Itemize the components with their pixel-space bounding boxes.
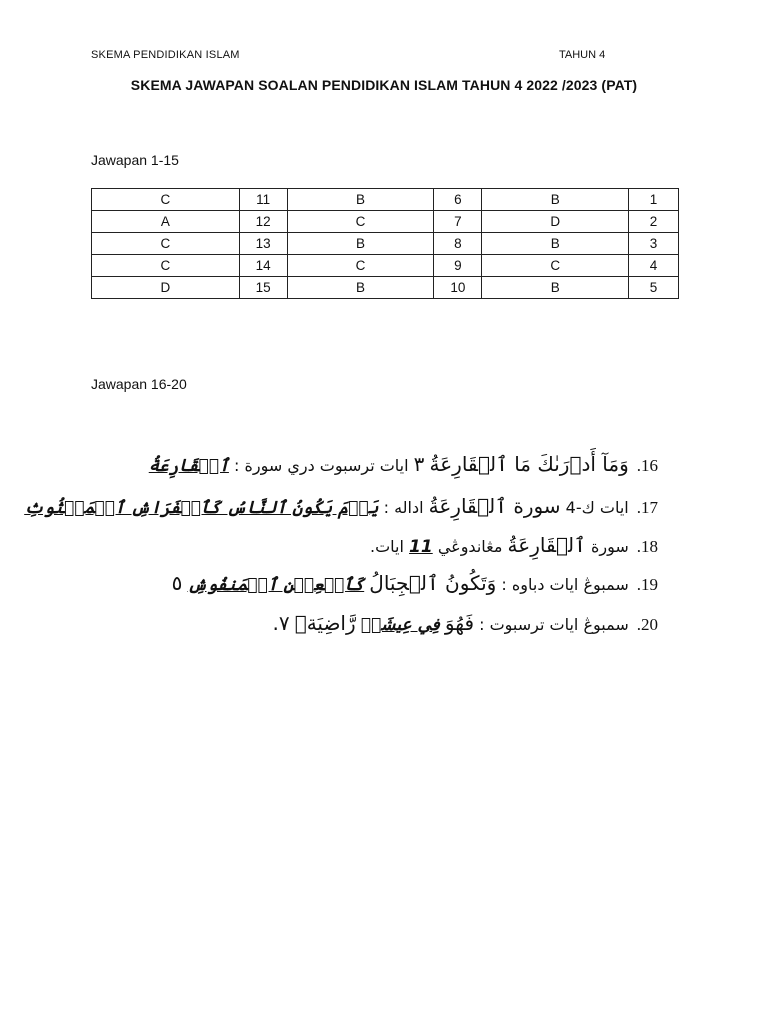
jawi-text: سمبوڠ ايات دباوه : xyxy=(501,575,629,594)
question-number-cell: 13 xyxy=(239,233,287,255)
answer-cell: A xyxy=(92,211,240,233)
answer-text-16 xyxy=(149,452,629,476)
section-label-1-15: Jawapan 1-15 xyxy=(91,152,179,168)
jawi-text: ايات. xyxy=(370,537,404,556)
table-row xyxy=(92,189,679,211)
answer-text-18 xyxy=(370,533,629,557)
answer-table xyxy=(91,188,679,299)
answer-highlight: ٱلۡقَارِعَةُ xyxy=(148,456,229,476)
quran-verse: فَهُوَ xyxy=(444,611,475,635)
answer-cell: D xyxy=(482,211,629,233)
question-number-cell: 7 xyxy=(434,211,482,233)
question-number-cell: 2 xyxy=(629,211,679,233)
question-number-cell: 8 xyxy=(434,233,482,255)
verse-number: ٣ xyxy=(413,452,425,476)
answer-cell: C xyxy=(287,211,434,233)
question-number-cell: 10 xyxy=(434,277,482,299)
answer-highlight: كَٱلۡعِهۡنِ ٱلۡمَنفُوشِ xyxy=(187,575,365,595)
answer-line-20 xyxy=(100,611,658,635)
answer-highlight: يَوۡمَ يَكُونُ ٱلنَّاسُ كَٱلۡفَرَاشِ ٱلۡمَبۡثُوثِ xyxy=(24,498,379,518)
question-number-cell: 12 xyxy=(239,211,287,233)
answer-cell: B xyxy=(482,189,629,211)
quran-verse: وَتَكُونُ ٱلۡجِبَالُ xyxy=(369,571,497,595)
header-year: TAHUN 4 xyxy=(559,49,606,61)
answer-cell: B xyxy=(287,233,434,255)
table-row xyxy=(92,211,679,233)
question-number-cell: 15 xyxy=(239,277,287,299)
question-number: .17 xyxy=(636,498,658,517)
section-label-16-20: Jawapan 16-20 xyxy=(91,376,187,392)
quran-verse: وَمَآ أَدۡرَىٰكَ مَا ٱلۡقَارِعَةُ xyxy=(429,452,629,476)
surah-name: سورة ٱلۡقَارِعَةُ xyxy=(428,494,561,518)
question-number-cell: 9 xyxy=(434,255,482,277)
surah-name: ٱلۡقَارِعَةُ xyxy=(507,533,586,557)
jawi-text: ايات ترسبوت دري سورة : xyxy=(234,456,409,475)
verse-number: ٧. xyxy=(272,611,290,635)
question-number: .18 xyxy=(636,537,658,556)
jawi-text: سمبوڠ ايات ترسبوت : xyxy=(479,615,629,634)
answer-cell: B xyxy=(287,189,434,211)
answer-line-18 xyxy=(100,533,658,557)
question-number-cell: 1 xyxy=(629,189,679,211)
question-number-cell: 4 xyxy=(629,255,679,277)
header-subject: SKEMA PENDIDIKAN ISLAM xyxy=(91,49,240,61)
answer-cell: C xyxy=(92,233,240,255)
jawi-text: سورة xyxy=(590,537,629,556)
table-row xyxy=(92,255,679,277)
jawi-text: مڠاندوڠي xyxy=(437,537,503,556)
quran-verse: رَّاضِيَةٖ xyxy=(294,611,356,635)
question-number: .19 xyxy=(636,575,658,594)
answer-text-17 xyxy=(24,494,629,518)
answer-cell: B xyxy=(482,233,629,255)
question-number-cell: 5 xyxy=(629,277,679,299)
answer-line-16 xyxy=(100,452,658,476)
answer-text-19 xyxy=(172,571,629,595)
table-row xyxy=(92,233,679,255)
answer-cell: B xyxy=(482,277,629,299)
answer-cell: C xyxy=(482,255,629,277)
table-row xyxy=(92,277,679,299)
answer-cell: C xyxy=(92,255,240,277)
verse-number: ٥ xyxy=(171,571,183,595)
answer-cell: B xyxy=(287,277,434,299)
question-number-cell: 11 xyxy=(239,189,287,211)
question-number: .20 xyxy=(636,615,658,634)
answer-line-17 xyxy=(24,494,658,518)
question-number-cell: 14 xyxy=(239,255,287,277)
question-number-cell: 3 xyxy=(629,233,679,255)
answer-highlight: 11 xyxy=(409,537,433,557)
answer-text-20 xyxy=(272,611,628,635)
answer-highlight: فِي عِيشَةٖ xyxy=(360,615,440,635)
answer-cell: C xyxy=(92,189,240,211)
question-number-cell: 6 xyxy=(434,189,482,211)
jawi-text: اداله : xyxy=(383,498,424,517)
document-title: SKEMA JAWAPAN SOALAN PENDIDIKAN ISLAM TAHUN 4 2022 /2023 (PAT) xyxy=(130,77,638,93)
jawi-text: ايات ك-4 xyxy=(565,498,629,517)
answer-cell: C xyxy=(287,255,434,277)
question-number: .16 xyxy=(636,456,658,475)
answer-cell: D xyxy=(92,277,240,299)
answer-line-19 xyxy=(100,571,658,595)
